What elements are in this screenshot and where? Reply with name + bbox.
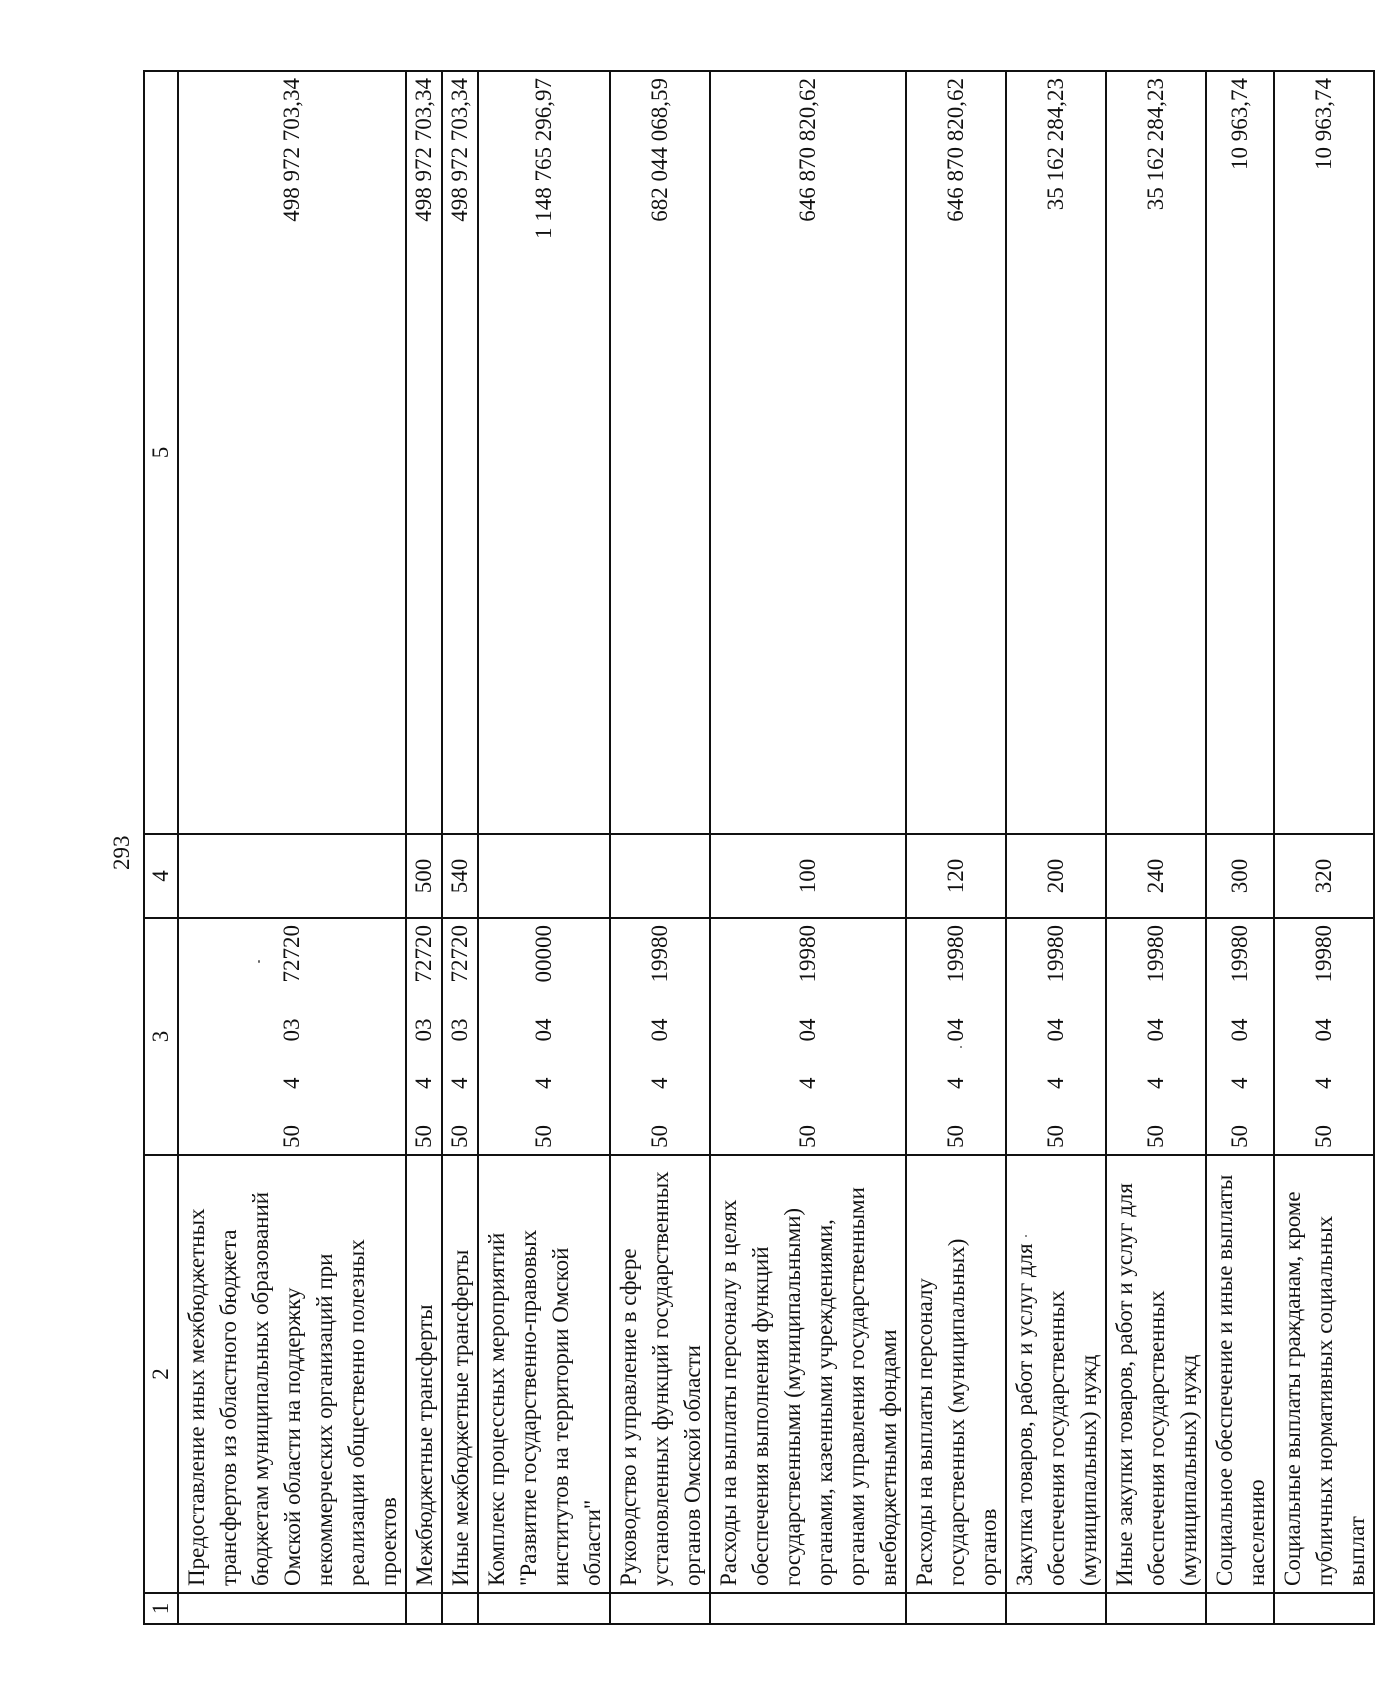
code-item: 19980 (795, 925, 820, 983)
row-code (610, 918, 710, 1155)
row-expense-type: 100 (710, 834, 906, 918)
row-expense-type: 540 (442, 834, 478, 918)
code-item: 72720 (279, 925, 304, 983)
row-name: Расходы на выплаты персоналу в целях обеспечения выполнения функций государственными (муниципальными) органами, казенными учреждениями, органами управления государственными внебюджетными фондами (710, 1155, 906, 1593)
code-section: 04 (1227, 1018, 1252, 1042)
table-row (178, 71, 406, 1624)
code-subprogram: 4 (411, 1077, 436, 1089)
row-expense-type: 200 (1006, 834, 1106, 918)
row-amount: 646 870 820,62 (906, 71, 1006, 834)
code-section: 03 (279, 1018, 304, 1042)
code-section: 04 (795, 1018, 820, 1042)
code-section: 04 (647, 1018, 672, 1042)
code-program: 50 (943, 1125, 968, 1148)
code-subprogram: 4 (795, 1077, 820, 1089)
row-name: Расходы на выплаты персоналу государственных (муниципальных) органов (906, 1155, 1006, 1593)
row-expense-type: 240 (1106, 834, 1206, 918)
row-number (478, 1593, 610, 1624)
row-amount: 35 162 284,23 (1106, 71, 1206, 834)
code-item: 19980 (1043, 925, 1068, 983)
table-row (906, 71, 1006, 1624)
row-number (610, 1593, 710, 1624)
row-amount: 35 162 284,23 (1006, 71, 1106, 834)
table-row (1206, 71, 1274, 1624)
row-code (178, 918, 406, 1155)
code-program: 50 (795, 1125, 820, 1148)
code-item: 19980 (1311, 925, 1336, 983)
code-program: 50 (279, 1125, 304, 1148)
code-section: 04 (1043, 1018, 1068, 1042)
table-row (478, 71, 610, 1624)
row-expense-type (610, 834, 710, 918)
table-row (1274, 71, 1374, 1624)
code-item: 19980 (943, 925, 968, 983)
row-amount: 646 870 820,62 (710, 71, 906, 834)
row-name: Комплекс процессных мероприятий "Развитие государственно-правовых институтов на территории Омской области" (478, 1155, 610, 1593)
code-subprogram: 4 (647, 1077, 672, 1089)
row-code (442, 918, 478, 1155)
code-program: 50 (1143, 1125, 1168, 1148)
row-amount: 498 972 703,34 (406, 71, 442, 834)
row-number (906, 1593, 1006, 1624)
header-col-4: 4 (144, 834, 178, 918)
row-expense-type (178, 834, 406, 918)
row-name: Иные межбюджетные трансферты (442, 1155, 478, 1593)
code-section: 03 (447, 1018, 472, 1042)
page-number: 293 (109, 835, 134, 870)
code-program: 50 (1227, 1125, 1252, 1148)
row-amount: 10 963,74 (1206, 71, 1274, 834)
header-col-5: 5 (144, 71, 178, 834)
code-subprogram: 4 (1227, 1077, 1252, 1089)
row-code (1106, 918, 1206, 1155)
row-name: Руководство и управление в сфере установленных функций государственных органов Омской области (610, 1155, 710, 1593)
row-number (442, 1593, 478, 1624)
header-col-2: 2 (144, 1155, 178, 1593)
row-amount: 498 972 703,34 (442, 71, 478, 834)
budget-table (143, 70, 1369, 1625)
table-row (442, 71, 478, 1624)
code-section: 04 (943, 1018, 968, 1042)
row-name: Межбюджетные трансферты (406, 1155, 442, 1593)
row-code (478, 918, 610, 1155)
row-number (1006, 1593, 1106, 1624)
table-row (610, 71, 710, 1624)
code-program: 50 (1311, 1125, 1336, 1148)
row-amount: 1 148 765 296,97 (478, 71, 610, 834)
row-amount: 10 963,74 (1274, 71, 1374, 834)
row-name: Предоставление иных межбюджетных трансфертов из областного бюджета бюджетам муниципальных образований Омской области на поддержку некоммерческих организаций при реализации общественно полезных проектов (178, 1155, 406, 1593)
row-number (1206, 1593, 1274, 1624)
code-program: 50 (1043, 1125, 1068, 1148)
code-item: 72720 (411, 925, 436, 983)
row-number (178, 1593, 406, 1624)
row-name: Иные закупки товаров, работ и услуг для обеспечения государственных (муниципальных) нужд (1106, 1155, 1206, 1593)
table-header-row (144, 71, 178, 1624)
row-name: Социальные выплаты гражданам, кроме публичных нормативных социальных выплат (1274, 1155, 1374, 1593)
header-col-1: 1 (144, 1593, 178, 1624)
code-subprogram: 4 (1043, 1077, 1068, 1089)
row-expense-type (478, 834, 610, 918)
code-section: 03 (411, 1018, 436, 1042)
row-amount: 498 972 703,34 (178, 71, 406, 834)
code-section: 04 (531, 1018, 556, 1042)
code-item: 00000 (531, 925, 556, 983)
code-subprogram: 4 (943, 1077, 968, 1089)
code-item: 72720 (447, 925, 472, 983)
code-subprogram: 4 (447, 1077, 472, 1089)
code-program: 50 (447, 1125, 472, 1148)
row-expense-type: 500 (406, 834, 442, 918)
row-code (906, 918, 1006, 1155)
row-number (406, 1593, 442, 1624)
row-name: Социальное обеспечение и иные выплаты населению (1206, 1155, 1274, 1593)
row-number (1274, 1593, 1374, 1624)
code-item: 19980 (647, 925, 672, 983)
row-amount: 682 044 068,59 (610, 71, 710, 834)
row-code (406, 918, 442, 1155)
code-subprogram: 4 (531, 1077, 556, 1089)
header-col-3: 3 (144, 918, 178, 1155)
code-subprogram: 4 (1311, 1077, 1336, 1089)
table-row (710, 71, 906, 1624)
row-name: Закупка товаров, работ и услуг для обеспечения государственных (муниципальных) нужд (1006, 1155, 1106, 1593)
code-program: 50 (647, 1125, 672, 1148)
row-code (1006, 918, 1106, 1155)
code-subprogram: 4 (1143, 1077, 1168, 1089)
code-section: 04 (1143, 1018, 1168, 1042)
row-number (1106, 1593, 1206, 1624)
table-row (406, 71, 442, 1624)
row-number (710, 1593, 906, 1624)
code-program: 50 (531, 1125, 556, 1148)
table-row (1006, 71, 1106, 1624)
code-item: 19980 (1227, 925, 1252, 983)
code-program: 50 (411, 1125, 436, 1148)
code-subprogram: 4 (279, 1077, 304, 1089)
table-row (1106, 71, 1206, 1624)
table-body (178, 71, 1374, 1624)
row-code (1206, 918, 1274, 1155)
row-expense-type: 120 (906, 834, 1006, 918)
code-section: 04 (1311, 1018, 1336, 1042)
row-code (1274, 918, 1374, 1155)
row-expense-type: 300 (1206, 834, 1274, 918)
row-expense-type: 320 (1274, 834, 1374, 918)
row-code (710, 918, 906, 1155)
code-item: 19980 (1143, 925, 1168, 983)
